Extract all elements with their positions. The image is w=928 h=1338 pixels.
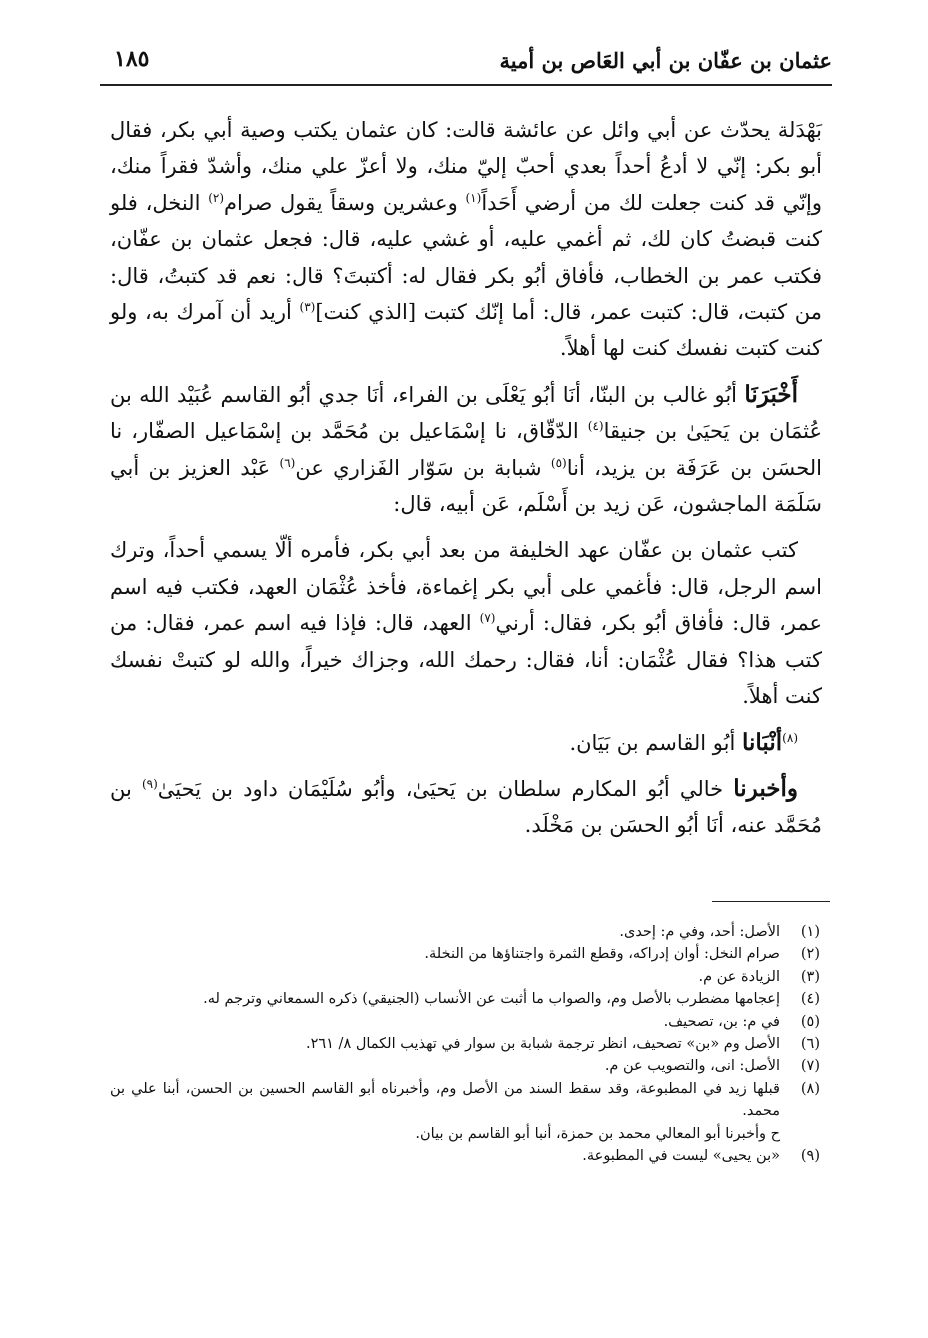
footnote-number: (١) — [800, 924, 820, 940]
text-run: أريد أن آمرك به، ولو كنت كتبت نفسك كنت لها أهلاً. — [110, 300, 822, 361]
footnote-6 — [110, 1033, 820, 1055]
footnote-4 — [110, 988, 820, 1010]
footnote-ref-5: (٥) — [550, 455, 567, 470]
footnote-8-continuation — [110, 1123, 820, 1145]
footnote-2 — [110, 943, 820, 965]
text-run: شبابة بن سَوّار الفَزاري عن — [295, 455, 551, 480]
running-header — [100, 42, 832, 86]
header-divider — [100, 84, 832, 86]
footnote-number: (٨) — [800, 1080, 820, 1097]
paragraph-4 — [110, 725, 822, 761]
paragraph-3 — [110, 532, 822, 714]
footnote-ref-1: (١) — [465, 190, 482, 205]
footnote-number: (٢) — [800, 946, 820, 963]
text-run: العهد، قال: فإذا فيه اسم عمر، فقال: من كتب هذا؟ فقال عُثْمَان: أنا، فقال: رحمك الله، وجزاك خيراً، والله لو كتبتْ نفسك كنت أهلاً. — [110, 611, 822, 709]
footnotes-separator — [712, 901, 830, 902]
footnote-text: صرام النخل: أوان إدراكه، وقطع الثمرة واجتناؤها من النخلة. — [424, 946, 780, 963]
footnote-text: الزيادة عن م. — [698, 968, 780, 985]
footnote-text: الأصل وم «بن» تصحيف، انظر ترجمة شبابة بن سوار في تهذيب الكمال ٨/ ٢٦١. — [305, 1036, 780, 1053]
footnotes — [110, 921, 820, 1167]
footnote-text: الأصل: انى، والتصويب عن م. — [604, 1058, 780, 1075]
text-run: أبُو القاسم بن بَيَان. — [569, 730, 743, 755]
footnote-1 — [110, 921, 820, 943]
text-run: وعشرين وسقاً يقول صرام — [224, 190, 466, 215]
main-text — [110, 112, 822, 854]
text-run: النخل، فلو كنت قبضتُ كان لك، ثم أغمي عليه، أو غشي عليه، قال: فجعل عثمان بن عفّان، فكتب عمر بن الخطاب، فأفاق أبُو بكر فقال له: أكتبتَ؟ قال: نعم قد كتبتُ، قال: من كتبت، قال: كتبت عمر، قال: أما إنّك كتبت [الذي كنت] — [110, 190, 823, 325]
footnote-number: (٥) — [800, 1013, 820, 1030]
footnote-number: (٣) — [800, 968, 820, 985]
footnote-5 — [110, 1011, 820, 1033]
running-title: عثمان بن عفّان بن أبي العَاص بن أمية — [499, 48, 832, 73]
text-run: كتب عثمان بن عفّان عهد الخليفة من بعد أبي بكر، فأمره ألّا يسمي أحداً، وترك اسم الرجل، قال: فأغمي على أبي بكر إغماءة، فأخذ عُثْمَان العهد، فكتب فيه اسم عمر، قال: فأفاق أبُو بكر، فقال: أرني — [110, 538, 823, 636]
footnote-number: (٩) — [800, 1148, 820, 1165]
text-run: عَبْد العزيز بن أبي سَلَمَة الماجشون، عَن زيد بن أَسْلَم، عَن أبيه، قال: — [110, 455, 822, 517]
footnote-text: قبلها زيد في المطبوعة، وقد سقط السند من الأصل وم، وأخبرناه أبو القاسم الحسين بن الحسن، أبنا علي بن محمد. — [110, 1080, 780, 1120]
footnote-text: إعجامها مضطرب بالأصل وم، والصواب ما أثبت عن الأنساب (الجنيقي) ذكره السمعاني وترجم له. — [203, 991, 780, 1008]
paragraph-2 — [110, 377, 822, 523]
paragraph-lead: أَخْبَرَنَا — [744, 380, 798, 408]
paragraph-lead: أنْبَانا — [742, 728, 783, 756]
footnote-7 — [110, 1055, 820, 1077]
footnote-ref-3: (٣) — [299, 300, 316, 315]
text-run: بَهْدَلة يحدّث عن أبي وائل عن عائشة قالت: كان عثمان يكتب وصية أبي بكر، فقال أبو بكر: إنّي لا أدعُ أحداً بعدي أحبّ إليّ منك، ولا أعزّ علي منك، وأشدّ فقراً منك، وإنّي قد كنت جعلت لك من أرضي أَحَداً — [110, 118, 822, 215]
text-run: الدّقّاق، نا إسْمَاعيل بن مُحَمَّد بن إسْمَاعيل الصفّار، نا الحسَن بن عَرَفَة بن يزيد، أنا — [110, 419, 822, 480]
footnote-ref-8: (٨) — [782, 730, 798, 745]
footnote-ref-2: (٢) — [208, 190, 225, 205]
footnote-ref-9: (٩) — [141, 776, 158, 791]
footnote-number: (٦) — [800, 1036, 820, 1053]
footnote-number: (٤) — [800, 991, 820, 1008]
footnote-8 — [110, 1078, 820, 1123]
footnote-number: (٧) — [800, 1058, 820, 1075]
footnote-9 — [110, 1145, 820, 1167]
footnote-ref-7: (٧) — [479, 611, 496, 626]
text-run: بن مُحَمَّد عنه، أنَا أبُو الحسَن بن مَخْلَد. — [110, 776, 822, 838]
footnote-ref-6: (٦) — [279, 455, 296, 470]
footnote-ref-4: (٤) — [587, 419, 604, 434]
paragraph-1 — [110, 112, 822, 367]
footnote-text: «بن يحيى» ليست في المطبوعة. — [582, 1148, 780, 1165]
footnote-text: ح وأخبرنا أبو المعالي محمد بن حمزة، أنبا أبو القاسم بن بيان. — [415, 1125, 780, 1142]
paragraph-5 — [110, 771, 822, 844]
text-run: أبُو غالب بن البنّا، أنَا أبُو يَعْلَى بن الفراء، أنَا جدي أبُو القاسم عُبَيْد الله بن عُثمَان بن يَحيَىٰ بن جنيقا — [110, 382, 823, 444]
text-run: خالي أبُو المكارم سلطان بن يَحيَىٰ، وأبُو سُلَيْمَان داود بن يَحيَىٰ — [157, 776, 734, 801]
footnote-3 — [110, 966, 820, 988]
footnote-text: الأصل: أحد، وفي م: إحدى. — [619, 924, 780, 940]
page-number: ١٨٥ — [114, 46, 150, 72]
paragraph-lead: وأخبرنا — [733, 774, 798, 802]
footnote-text: في م: بن، تصحيف. — [663, 1013, 780, 1030]
